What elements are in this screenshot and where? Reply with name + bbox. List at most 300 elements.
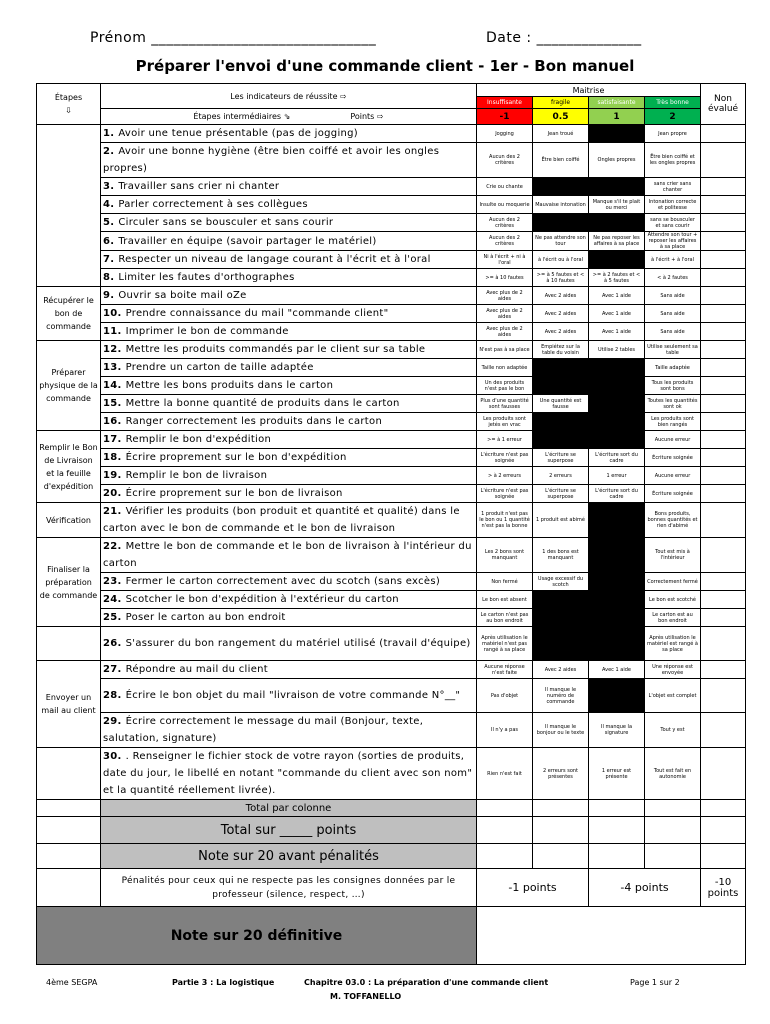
table-row (37, 538, 746, 573)
non-evalue-cell[interactable] (701, 713, 746, 748)
criterion-cell: Après utilisation le matériel est rangé à sa place (645, 627, 701, 661)
criterion-cell: Aucune erreur (645, 467, 701, 485)
table-row (37, 627, 746, 661)
task-text: Travailler sans crier ni chanter (118, 181, 280, 192)
task-cell (101, 431, 477, 449)
non-evalue-cell[interactable] (701, 679, 746, 713)
score-cell[interactable] (645, 800, 701, 817)
etapes-header (37, 84, 101, 125)
non-evalue-cell[interactable] (701, 661, 746, 679)
task-cell (101, 467, 477, 485)
non-evalue-cell[interactable] (701, 503, 746, 538)
criterion-cell: à l'écrit + à l'oral (645, 251, 701, 269)
points-label: Points ⇨ (350, 112, 384, 121)
criterion-cell: 2 erreurs sont présentes (533, 748, 589, 800)
criterion-cell: Avec plus de 2 aides (477, 305, 533, 323)
non-evalue-cell[interactable] (701, 748, 746, 800)
task-text: Ranger correctement les produits dans le carton (125, 416, 383, 427)
table-row (37, 269, 746, 287)
non-evalue-cell[interactable] (701, 431, 746, 449)
task-cell (101, 661, 477, 679)
task-number: 18. (103, 452, 122, 463)
evaluation-grid (36, 83, 746, 965)
total-par-colonne-row (37, 800, 746, 817)
criterion-cell (589, 214, 645, 232)
criterion-cell: > à 2 erreurs (477, 467, 533, 485)
criterion-cell: L'écriture n'est pas soignée (477, 449, 533, 467)
criterion-cell: 1 produit n'est pas le bon ou 1 quantité n'est pas la bonne (477, 503, 533, 538)
criterion-cell: Écriture soignée (645, 449, 701, 467)
non-evalue-cell[interactable] (701, 305, 746, 323)
non-evalue-cell[interactable] (701, 323, 746, 341)
criterion-cell: Avec plus de 2 aides (477, 323, 533, 341)
criterion-cell (589, 251, 645, 269)
criterion-cell: >= à 2 fautes et < à 5 fautes (589, 269, 645, 287)
task-text: Prendre connaissance du mail "commande client" (125, 308, 389, 319)
task-number: 19. (103, 470, 122, 481)
note-definitive-row (37, 907, 746, 965)
task-number: 14. (103, 380, 122, 391)
maitrise-header: Maitrise (477, 84, 701, 97)
task-number: 4. (103, 199, 115, 210)
task-number: 3. (103, 181, 115, 192)
task-cell (101, 196, 477, 214)
task-text: Imprimer le bon de commande (125, 326, 289, 337)
criterion-cell: Avec 1 aide (589, 323, 645, 341)
criterion-cell: Jean propre (645, 125, 701, 143)
task-cell (101, 377, 477, 395)
task-cell (101, 341, 477, 359)
task-cell (101, 538, 477, 573)
criterion-cell: >= à 1 erreur (477, 431, 533, 449)
note-avant-row (37, 844, 746, 869)
task-number: 23. (103, 576, 122, 587)
criterion-cell (533, 178, 589, 196)
level-label: fragile (533, 97, 589, 109)
task-number: 13. (103, 362, 122, 373)
penalites-row (37, 869, 746, 907)
task-cell (101, 251, 477, 269)
criterion-cell: Ne pas reposer les affaires à sa place (589, 232, 645, 251)
task-cell (101, 178, 477, 196)
intermediaires-label: Étapes intermédiaires ⇘ (193, 112, 291, 121)
criterion-cell: Une réponse est envoyée (645, 661, 701, 679)
score-cell[interactable] (701, 817, 746, 844)
criterion-cell: Ongles propres (589, 143, 645, 178)
footer-auteur: M. TOFFANELLO (330, 992, 402, 1001)
task-text: Vérifier les produits (bon produit et quantité et qualité) dans le carton avec le bon de commande et le bon de livraison (103, 506, 460, 534)
penalty-4[interactable]: -4 points (589, 869, 701, 907)
score-cell[interactable] (589, 800, 645, 817)
criterion-cell: 1 des bons est manquant (533, 538, 589, 573)
table-row (37, 359, 746, 377)
criterion-cell: Crie ou chante (477, 178, 533, 196)
penalty-1[interactable]: -1 points (477, 869, 589, 907)
score-cell[interactable] (477, 817, 533, 844)
group-envoyer: Envoyer un mail au client (37, 661, 101, 748)
score-cell[interactable] (645, 844, 701, 869)
task-cell (101, 679, 477, 713)
task-number: 5. (103, 217, 115, 228)
criterion-cell: Sans aide (645, 287, 701, 305)
non-evalue-cell[interactable] (701, 178, 746, 196)
criterion-cell: Les produits sont jetés en vrac (477, 413, 533, 431)
table-row (37, 573, 746, 591)
criterion-cell (533, 359, 589, 377)
non-evalue-cell[interactable] (701, 467, 746, 485)
criterion-cell: Aucun des 2 critères (477, 214, 533, 232)
task-cell (101, 305, 477, 323)
table-row (37, 232, 746, 251)
criterion-cell (533, 431, 589, 449)
criterion-cell (533, 591, 589, 609)
criterion-cell: Aucun des 2 critères (477, 232, 533, 251)
criterion-cell: sans se bousculer et sans courir (645, 214, 701, 232)
criterion-cell (589, 609, 645, 627)
criterion-cell: Mauvaise intonation (533, 196, 589, 214)
criterion-cell: Avec 2 aides (533, 661, 589, 679)
non-evalue-cell[interactable] (701, 341, 746, 359)
task-cell (101, 485, 477, 503)
task-cell (101, 359, 477, 377)
criterion-cell: N'est pas à sa place (477, 341, 533, 359)
footer-level: 4ème SEGPA (46, 978, 98, 987)
task-cell (101, 627, 477, 661)
criterion-cell: Être bien coiffé et les ongles propres (645, 143, 701, 178)
table-row (37, 214, 746, 232)
criterion-cell: Taille adaptée (645, 359, 701, 377)
table-row (37, 679, 746, 713)
criterion-cell (589, 125, 645, 143)
criterion-cell: à l'écrit ou à l'oral (533, 251, 589, 269)
task-cell (101, 503, 477, 538)
non-evalue-cell[interactable] (701, 413, 746, 431)
non-evalue-header: Non évalué (701, 84, 746, 125)
criterion-cell: 1 produit est abimé (533, 503, 589, 538)
table-row (37, 196, 746, 214)
level-points: 1 (589, 109, 645, 125)
blank-cell (37, 869, 101, 907)
task-number: 17. (103, 434, 122, 445)
table-row (37, 341, 746, 359)
table-row (37, 467, 746, 485)
task-text: Ouvrir sa boite mail oZe (118, 290, 247, 301)
non-evalue-cell[interactable] (701, 395, 746, 413)
criterion-cell: Intonation correcte et politesse (645, 196, 701, 214)
task-number: 28. (103, 690, 122, 701)
criterion-cell: Avec 1 aide (589, 305, 645, 323)
task-number: 15. (103, 398, 122, 409)
task-text: Respecter un niveau de langage courant à l'écrit et à l'oral (118, 254, 431, 265)
criterion-cell (533, 377, 589, 395)
non-evalue-cell[interactable] (701, 609, 746, 627)
criterion-cell: Un des produits n'est pas le bon (477, 377, 533, 395)
criterion-cell: Il manque le bonjour ou le texte (533, 713, 589, 748)
task-cell (101, 269, 477, 287)
score-cell[interactable] (701, 800, 746, 817)
table-row (37, 413, 746, 431)
criterion-cell: Correctement fermé (645, 573, 701, 591)
penalty-10[interactable]: -10 points (701, 869, 746, 907)
level-label: Très bonne (645, 97, 701, 109)
table-row (37, 178, 746, 196)
task-cell (101, 713, 477, 748)
criterion-cell (589, 503, 645, 538)
indicateurs-header: Les indicateurs de réussite ⇨ (101, 84, 477, 109)
arrow-down-icon: ⇩ (65, 106, 72, 115)
criterion-cell: Utilise 2 tables (589, 341, 645, 359)
task-number: 30. (103, 751, 122, 762)
task-text: Fermer le carton correctement avec du scotch (sans excès) (125, 576, 441, 587)
table-row (37, 287, 746, 305)
footer-page: Page 1 sur 2 (630, 978, 680, 987)
non-evalue-cell[interactable] (701, 125, 746, 143)
non-evalue-cell[interactable] (701, 377, 746, 395)
non-evalue-cell[interactable] (701, 591, 746, 609)
group-empty (37, 748, 101, 800)
level-label: Insuffisante (477, 97, 533, 109)
criterion-cell: Être bien coiffé (533, 143, 589, 178)
score-cell[interactable] (477, 800, 533, 817)
header-row-3 (37, 109, 746, 125)
criterion-cell: Plus d'une quantité sont fausses (477, 395, 533, 413)
task-cell (101, 395, 477, 413)
score-cell[interactable] (533, 817, 589, 844)
task-number: 20. (103, 488, 122, 499)
task-number: 2. (103, 146, 115, 157)
table-row (37, 377, 746, 395)
criterion-cell: Jean troué (533, 125, 589, 143)
criterion-cell: Après utilisation le matériel n'est pas rangé à sa place (477, 627, 533, 661)
task-cell (101, 214, 477, 232)
criterion-cell: Usage excessif du scotch (533, 573, 589, 591)
task-text: Circuler sans se bousculer et sans courir (118, 217, 334, 228)
non-evalue-cell[interactable] (701, 627, 746, 661)
criterion-cell (533, 627, 589, 661)
table-row (37, 591, 746, 609)
non-evalue-cell[interactable] (701, 251, 746, 269)
note-avant: Note sur 20 avant pénalités (101, 844, 477, 869)
task-text: Avoir une bonne hygiène (être bien coiffé et avoir les ongles propres) (103, 146, 440, 174)
task-cell (101, 143, 477, 178)
criterion-cell (533, 609, 589, 627)
footer-partie: Partie 3 : La logistique (172, 978, 275, 987)
criterion-cell (589, 395, 645, 413)
criterion-cell: Les produits sont bien rangés (645, 413, 701, 431)
criterion-cell: 1 erreur (589, 467, 645, 485)
task-number: 29. (103, 716, 122, 727)
task-number: 12. (103, 344, 122, 355)
criterion-cell: Il n'y a pas (477, 713, 533, 748)
level-points: -1 (477, 109, 533, 125)
task-text: . Renseigner le fichier stock de votre rayon (sorties de produits, date du jour, le libellé en notant "commande du client avec son nom" et la quantité réellement livrée). (103, 751, 473, 796)
task-number: 27. (103, 664, 122, 675)
etapes-label: Étapes (54, 93, 83, 102)
criterion-cell: Toutes les quantités sont ok (645, 395, 701, 413)
table-row (37, 748, 746, 800)
criterion-cell: Aucune réponse n'est faite (477, 661, 533, 679)
score-cell[interactable] (589, 844, 645, 869)
task-number: 1. (103, 128, 115, 139)
task-text: Écrire proprement sur le bon d'expédition (125, 452, 347, 463)
table-row (37, 251, 746, 269)
criterion-cell: 2 erreurs (533, 467, 589, 485)
criterion-cell: L'écriture n'est pas soignée (477, 485, 533, 503)
non-evalue-cell[interactable] (701, 143, 746, 178)
non-evalue-cell[interactable] (701, 196, 746, 214)
criterion-cell: Ne pas attendre son tour (533, 232, 589, 251)
criterion-cell: Le bon est scotché (645, 591, 701, 609)
total-sur-row (37, 817, 746, 844)
criterion-cell: Avec 1 aide (589, 661, 645, 679)
criterion-cell: Il manque la signature (589, 713, 645, 748)
criterion-cell (589, 413, 645, 431)
table-row (37, 143, 746, 178)
group-finaliser: Finaliser la préparation de commande (37, 538, 101, 627)
blank-cell (37, 817, 101, 844)
task-text: Écrire proprement sur le bon de livraison (125, 488, 343, 499)
note-definitive-value[interactable] (477, 907, 746, 965)
task-cell (101, 287, 477, 305)
criterion-cell: Taille non adaptée (477, 359, 533, 377)
criterion-cell: sans crier sans chanter (645, 178, 701, 196)
criterion-cell: Manque s'il te plait ou merci (589, 196, 645, 214)
criterion-cell (589, 679, 645, 713)
task-number: 24. (103, 594, 122, 605)
criterion-cell: Le bon est absent (477, 591, 533, 609)
task-text: Travailler en équipe (savoir partager le matériel) (118, 235, 377, 247)
criterion-cell: Sans aide (645, 323, 701, 341)
criterion-cell (533, 214, 589, 232)
total-sur: Total sur _____ points (101, 817, 477, 844)
criterion-cell: Avec plus de 2 aides (477, 287, 533, 305)
score-cell[interactable] (701, 844, 746, 869)
criterion-cell (589, 359, 645, 377)
penalites-text: Pénalités pour ceux qui ne respecte pas les consignes données par le professeur (silence, respect, …) (101, 869, 477, 907)
group-empty (37, 627, 101, 661)
criterion-cell: Avec 2 aides (533, 323, 589, 341)
score-cell[interactable] (589, 817, 645, 844)
task-text: Répondre au mail du client (125, 664, 269, 675)
header-row-1 (37, 84, 746, 97)
criterion-cell: Rien n'est fait (477, 748, 533, 800)
task-number: 7. (103, 254, 115, 265)
task-cell (101, 609, 477, 627)
criterion-cell (589, 178, 645, 196)
criterion-cell (533, 413, 589, 431)
criterion-cell: Écriture soignée (645, 485, 701, 503)
task-text: Mettre les produits commandés par le client sur sa table (125, 344, 426, 355)
date-field: Date : ______________ (486, 30, 642, 46)
criterion-cell (589, 591, 645, 609)
criterion-cell: Le carton n'est pas au bon endroit (477, 609, 533, 627)
criterion-cell: Il manque le numéro de commande (533, 679, 589, 713)
group-remplir: Remplir le Bon de Livraison et la feuille d'expédition (37, 431, 101, 503)
page-title: Préparer l'envoi d'une commande client - 1er - Bon manuel (135, 57, 635, 75)
criterion-cell: Aucun des 2 critères (477, 143, 533, 178)
criterion-cell: < à 2 fautes (645, 269, 701, 287)
criterion-cell: Avec 2 aides (533, 305, 589, 323)
table-row (37, 485, 746, 503)
group-verification: Vérification (37, 503, 101, 538)
task-text: Écrire correctement le message du mail (Bonjour, texte, salutation, signature) (103, 716, 424, 744)
non-evalue-cell[interactable] (701, 573, 746, 591)
task-cell (101, 413, 477, 431)
criterion-cell: Tout y est (645, 713, 701, 748)
non-evalue-cell[interactable] (701, 359, 746, 377)
criterion-cell: Bons produits, bonnes quantités et rien d'abimé (645, 503, 701, 538)
task-text: Scotcher le bon d'expédition à l'extérieur du carton (125, 594, 399, 605)
task-text: Remplir le bon de livraison (125, 470, 268, 481)
task-text: Parler correctement à ses collègues (118, 199, 308, 210)
task-number: 9. (103, 290, 115, 301)
score-cell[interactable] (645, 817, 701, 844)
task-number: 16. (103, 416, 122, 427)
score-cell[interactable] (477, 844, 533, 869)
score-cell[interactable] (533, 800, 589, 817)
non-evalue-cell[interactable] (701, 485, 746, 503)
criterion-cell (589, 377, 645, 395)
task-text: Mettre les bons produits dans le carton (125, 380, 334, 391)
task-text: Limiter les fautes d'orthographes (118, 272, 295, 283)
criterion-cell (589, 573, 645, 591)
criterion-cell (589, 431, 645, 449)
non-evalue-cell[interactable] (701, 214, 746, 232)
criterion-cell: L'écriture sort du cadre (589, 449, 645, 467)
task-text: Avoir une tenue présentable (pas de jogging) (118, 128, 359, 139)
task-text: Mettre le bon de commande et le bon de livraison à l'intérieur du carton (103, 541, 472, 569)
criterion-cell: L'écriture se superpose (533, 449, 589, 467)
table-row (37, 449, 746, 467)
non-evalue-cell[interactable] (701, 538, 746, 573)
criterion-cell: Aucune erreur (645, 431, 701, 449)
criterion-cell: Jogging (477, 125, 533, 143)
non-evalue-cell[interactable] (701, 232, 746, 251)
criterion-cell: Ni à l'écrit + ni à l'oral (477, 251, 533, 269)
group-preparer: Préparer physique de la commande (37, 341, 101, 431)
score-cell[interactable] (533, 844, 589, 869)
table-row (37, 305, 746, 323)
table-row (37, 713, 746, 748)
task-text: Mettre la bonne quantité de produits dans le carton (125, 398, 400, 409)
non-evalue-cell[interactable] (701, 269, 746, 287)
criterion-cell: Avec 1 aide (589, 287, 645, 305)
non-evalue-cell[interactable] (701, 287, 746, 305)
task-cell (101, 573, 477, 591)
criterion-cell: Insulte ou moquerie (477, 196, 533, 214)
criterion-cell: Le carton est au bon endroit (645, 609, 701, 627)
task-text: S'assurer du bon rangement du matériel utilisé (travail d'équipe) (125, 638, 471, 649)
total-par-colonne: Total par colonne (101, 800, 477, 817)
level-points: 0.5 (533, 109, 589, 125)
criterion-cell: Tout est mis à l'intérieur (645, 538, 701, 573)
criterion-cell: Sans aide (645, 305, 701, 323)
non-evalue-cell[interactable] (701, 449, 746, 467)
criterion-cell: 1 erreur est présente (589, 748, 645, 800)
task-cell (101, 323, 477, 341)
intermediaires-header (101, 109, 477, 125)
table-row (37, 609, 746, 627)
task-number: 8. (103, 272, 115, 283)
criterion-cell: Empiétez sur la table du voisin (533, 341, 589, 359)
group-recuperer: Récupérer le bon de commande (37, 287, 101, 341)
task-number: 22. (103, 541, 122, 552)
group-empty (37, 125, 101, 287)
blank-cell (37, 844, 101, 869)
task-cell (101, 748, 477, 800)
task-cell (101, 591, 477, 609)
footer-chapitre: Chapitre 03.0 : La préparation d'une commande client (304, 978, 549, 987)
